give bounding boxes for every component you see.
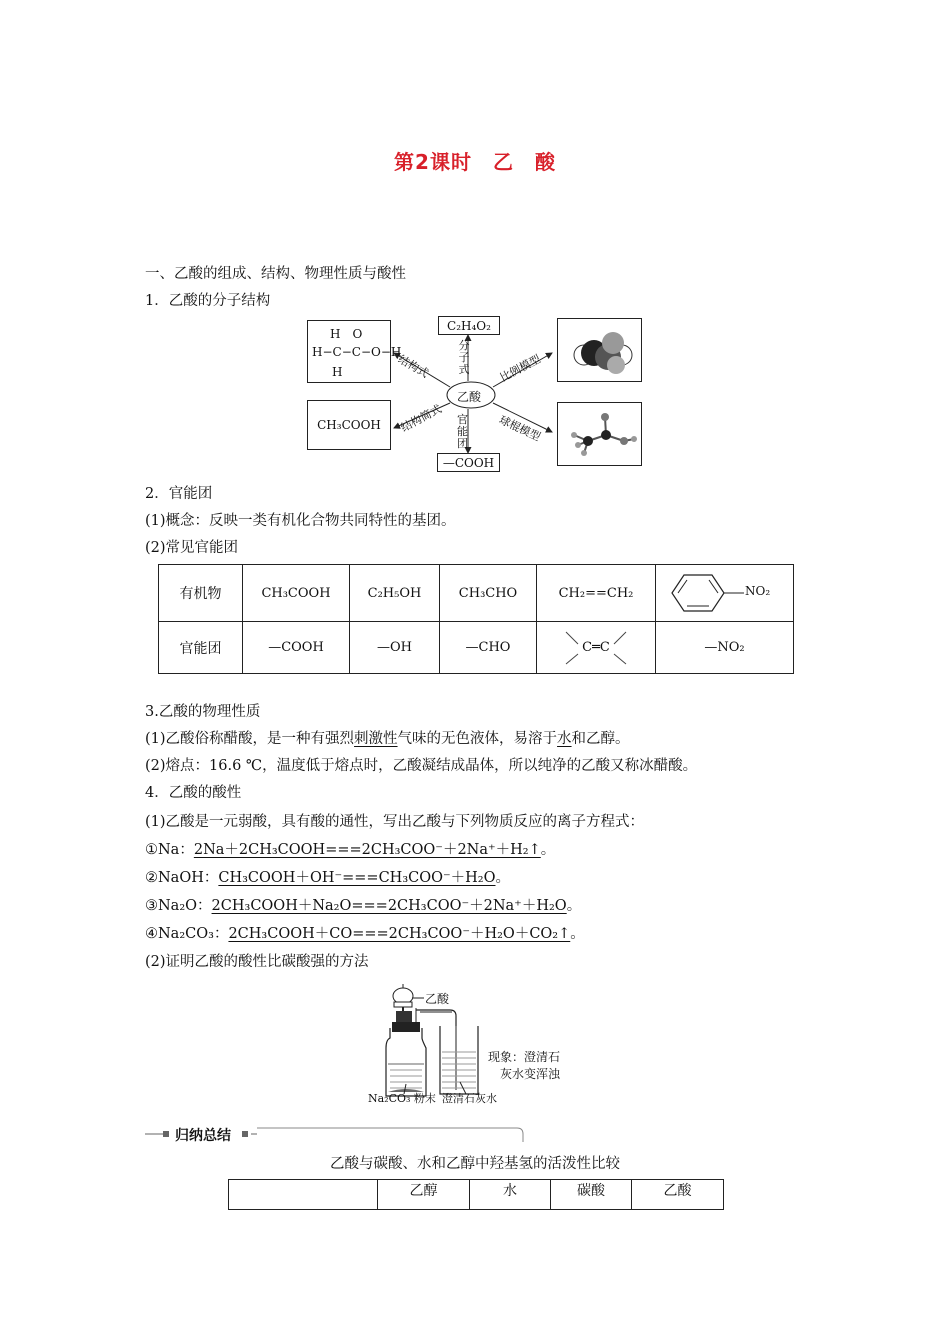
subsection-heading: 2．官能团 (145, 486, 213, 502)
summary-caption: 乙酸与碳酸、水和乙醇中羟基氢的活泼性比较 (330, 1156, 620, 1172)
phenomenon-line2: 灰水变浑浊 (500, 1067, 561, 1081)
beaker-label: 澄清石灰水 (442, 1092, 497, 1105)
ball-stick-label: 球棍模型 (497, 413, 543, 444)
table-cell: CH₃CHO (440, 565, 537, 622)
simple-formula-box: CH₃COOH (307, 400, 391, 450)
table-cell: —NO₂ (656, 622, 794, 674)
reaction-equation: 2CH₃COOH＋Na₂O===2CH₃COO⁻＋2Na⁺＋H₂O (211, 898, 567, 914)
functional-group-box: —COOH (437, 453, 500, 472)
paragraph: (2)熔点：16.6 ℃，温度低于熔点时，乙酸凝结成晶体，所以纯净的乙酸又称冰醋酸。 (145, 758, 698, 774)
table-header-cell: 水 (470, 1180, 551, 1210)
text: 气味的无色液体，易溶于 (397, 731, 558, 747)
period: 。 (570, 926, 585, 942)
table-cell: CH₃COOH (243, 565, 350, 622)
molecular-formula-box: C₂H₄O₂ (438, 316, 500, 335)
table-cell: —OH (350, 622, 440, 674)
table-row (159, 622, 794, 674)
structural-formula-box (307, 320, 402, 383)
table-row (159, 565, 794, 622)
subsection-heading: 3.乙酸的物理性质 (145, 704, 261, 720)
subsection-heading: 4．乙酸的酸性 (145, 785, 242, 801)
summary-title: 归纳总结 (175, 1128, 231, 1144)
table-cell: CH₂==CH₂ (537, 565, 656, 622)
table-header-cell: 官能团 (159, 622, 243, 674)
space-filling-model-image (560, 321, 640, 379)
comparison-table (228, 1179, 724, 1210)
paragraph: (1)概念：反映一类有机化合物共同特性的基团。 (145, 513, 456, 529)
text: (1)乙酸俗称醋酸，是一种有强烈 (145, 731, 355, 747)
reaction-label: ②NaOH： (145, 870, 219, 886)
reaction-line (145, 922, 585, 943)
alkene-group: C═C (582, 640, 610, 655)
table-header-cell: 碳酸 (551, 1180, 632, 1210)
apparatus-figure (360, 978, 600, 1108)
space-filling-model (557, 318, 642, 382)
table-header-cell: 乙醇 (378, 1180, 470, 1210)
table-header-cell (229, 1180, 378, 1210)
reaction-label: ④Na₂CO₃： (145, 926, 229, 942)
reaction-equation: 2Na＋2CH₃COOH===2CH₃COO⁻＋2Na⁺＋H₂↑ (193, 842, 541, 858)
center-label: 乙酸 (457, 390, 482, 404)
phenomenon-line1: 现象：澄清石 (488, 1050, 561, 1064)
table-cell: —CHO (440, 622, 537, 674)
space-filling-label: 比例模型 (497, 352, 543, 385)
page-title: 第2课时 乙 酸 (394, 150, 556, 174)
table-header-cell: 有机物 (159, 565, 243, 622)
table-row (229, 1180, 724, 1210)
structural-top: H O (330, 327, 363, 341)
apparatus-drawing (360, 978, 600, 1108)
period: 。 (566, 898, 582, 914)
reaction-line (145, 866, 510, 887)
answer-blank: 刺激性 (354, 731, 398, 747)
structural-middle: H−C−C−O−H (312, 345, 402, 359)
reaction-line (145, 894, 581, 915)
paragraph: (2)常见官能团 (145, 540, 239, 556)
reaction-equation: 2CH₃COOH＋CO===2CH₃COO⁻＋H₂O＋CO₂↑ (228, 926, 571, 942)
period: 。 (495, 870, 510, 886)
reaction-line (145, 838, 555, 859)
subsection-heading: 1．乙酸的分子结构 (145, 293, 271, 309)
flask-label: Na₂CO₃ 粉末 (368, 1092, 436, 1105)
funnel-label: 乙酸 (425, 992, 450, 1006)
structure-diagram (300, 310, 650, 475)
structural-bottom: H (332, 365, 343, 379)
table-cell: C₂H₅OH (350, 565, 440, 622)
table-cell: —COOH (243, 622, 350, 674)
paragraph: (2)证明乙酸的酸性比碳酸强的方法 (145, 954, 369, 970)
text: 和乙醇。 (571, 731, 630, 747)
molecular-formula-label: 分子式 (458, 339, 470, 376)
structural-label: 结构式 (395, 352, 431, 381)
functional-group-table (158, 564, 794, 674)
reaction-label: ①Na： (145, 842, 194, 858)
period: 。 (540, 842, 556, 858)
table-cell-nitrobenzene (656, 565, 794, 622)
answer-blank: 水 (557, 731, 572, 747)
paragraph: (1)乙酸是一元弱酸，具有酸的通性，写出乙酸与下列物质反应的离子方程式： (145, 814, 645, 830)
ball-stick-model (557, 402, 642, 466)
summary-header (145, 1124, 525, 1144)
table-cell-alkene (537, 622, 656, 674)
nitro-substituent: NO₂ (745, 584, 771, 598)
section-heading: 一、乙酸的组成、结构、物理性质与酸性 (145, 266, 406, 282)
table-header-cell: 乙酸 (632, 1180, 724, 1210)
paragraph (145, 727, 630, 748)
functional-group-label: 官能团 (457, 413, 468, 450)
simple-formula-label: 结构简式 (398, 402, 444, 435)
reaction-equation: CH₃COOH＋OH⁻===CH₃COO⁻＋H₂O (218, 870, 496, 886)
ball-stick-model-image (560, 405, 640, 463)
reaction-label: ③Na₂O： (145, 898, 212, 914)
